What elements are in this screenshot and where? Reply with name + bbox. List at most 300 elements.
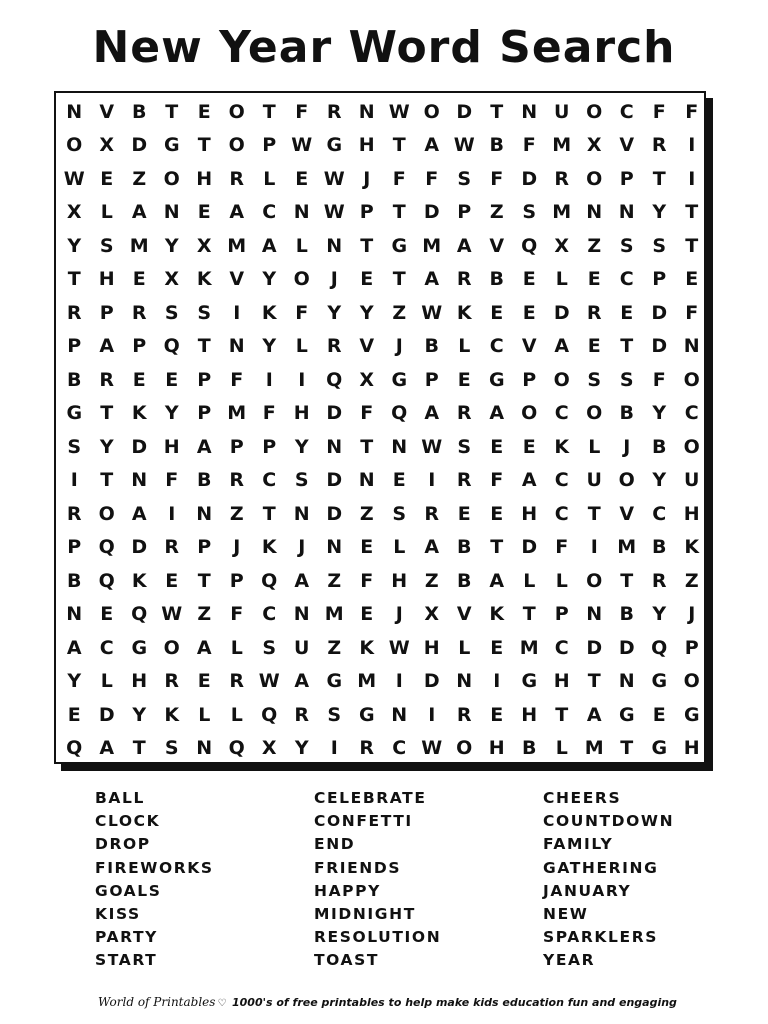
grid-cell: P (554, 603, 569, 626)
grid-cell: Y (67, 234, 82, 257)
grid-cell: O (586, 100, 603, 123)
grid-cell: E (522, 435, 536, 458)
grid-cell: E (652, 703, 666, 726)
grid-cell: T (360, 435, 374, 458)
grid-cell: T (555, 703, 569, 726)
word-list-column-2 (314, 787, 441, 973)
grid-cell: Z (424, 569, 439, 592)
footer (0, 990, 768, 1020)
grid-cell: Q (326, 368, 343, 391)
grid-cell: B (489, 268, 504, 291)
grid-cell: U (684, 469, 700, 492)
grid-cell: N (391, 703, 408, 726)
grid-cell: Q (98, 569, 115, 592)
grid-cell: O (163, 167, 180, 190)
grid-cell: N (391, 435, 408, 458)
grid-cell: T (197, 134, 211, 157)
grid-cell: P (457, 201, 472, 224)
grid-cell: E (360, 536, 374, 559)
grid-cell: O (683, 435, 700, 458)
grid-cell: L (393, 536, 406, 559)
grid-cell: T (652, 167, 666, 190)
grid-cell: K (164, 703, 180, 726)
grid-cell: Y (294, 435, 309, 458)
grid-cell: J (330, 268, 338, 291)
grid-cell: U (294, 636, 310, 659)
grid-cell: T (262, 100, 276, 123)
grid-cell: S (164, 301, 179, 324)
grid-cell: B (619, 402, 634, 425)
grid-cell: R (294, 703, 310, 726)
grid-cell: N (293, 603, 310, 626)
grid-cell: R (229, 469, 245, 492)
word-list-item: GATHERING (543, 858, 659, 877)
grid-cell: J (688, 603, 696, 626)
grid-cell: L (555, 737, 568, 760)
grid-cell: I (298, 368, 306, 391)
grid-cell: D (521, 167, 538, 190)
grid-cell: R (651, 569, 667, 592)
grid-cell: N (358, 100, 375, 123)
grid-cell: K (684, 536, 700, 559)
grid-cell: J (233, 536, 241, 559)
grid-cell: Y (294, 737, 309, 760)
word-list-item: END (314, 835, 356, 854)
grid-cell: M (324, 603, 344, 626)
grid-cell: T (685, 234, 699, 257)
grid-cell: S (619, 368, 634, 391)
grid-cell: R (651, 134, 667, 157)
grid-cell: J (395, 335, 403, 358)
grid-cell: E (295, 167, 309, 190)
grid-cell: A (489, 569, 505, 592)
grid-cell: M (519, 636, 539, 659)
grid-cell: G (326, 134, 343, 157)
grid-cell: Y (652, 603, 667, 626)
grid-cell: E (490, 636, 504, 659)
grid-cell: H (521, 502, 538, 525)
grid-cell: O (618, 469, 635, 492)
grid-cell: V (456, 603, 472, 626)
grid-cell: N (326, 435, 343, 458)
grid-cell: S (587, 368, 602, 391)
grid-cell: C (652, 502, 667, 525)
grid-cell: F (262, 402, 276, 425)
grid-cell: I (233, 301, 241, 324)
grid-cell: O (293, 268, 310, 291)
grid-cell: K (359, 636, 375, 659)
grid-cell: M (129, 234, 149, 257)
grid-cell: W (388, 636, 410, 659)
grid-cell: B (197, 469, 212, 492)
grid-cell: C (554, 402, 569, 425)
brand-logo (98, 995, 226, 1009)
grid-cell: C (262, 469, 277, 492)
grid-cell: W (323, 167, 345, 190)
grid-cell: W (161, 603, 183, 626)
grid-cell: D (553, 301, 570, 324)
word-list-item: DROP (95, 835, 151, 854)
grid-cell: S (197, 301, 212, 324)
grid-cell: K (489, 603, 505, 626)
page-title: New Year Word Search (92, 22, 676, 73)
grid-cell: Y (652, 469, 667, 492)
grid-cell: G (358, 703, 375, 726)
grid-cell: J (623, 435, 631, 458)
grid-cell: O (98, 502, 115, 525)
grid-cell: T (392, 268, 406, 291)
grid-cell: C (554, 469, 569, 492)
grid-cell: L (198, 703, 211, 726)
grid-cell: S (327, 703, 342, 726)
word-search-grid (54, 91, 706, 764)
grid-cell: E (197, 201, 211, 224)
grid-cell: W (453, 134, 475, 157)
grid-cell: X (554, 234, 570, 257)
grid-cell: N (521, 100, 538, 123)
grid-cell: W (63, 167, 85, 190)
grid-cell: M (552, 201, 572, 224)
grid-cell: H (293, 402, 310, 425)
grid-cell: X (586, 134, 602, 157)
word-list-item: GOALS (95, 881, 162, 900)
grid-cell: P (619, 167, 634, 190)
grid-cell: N (358, 469, 375, 492)
grid-cell: E (490, 435, 504, 458)
grid-cell: D (131, 134, 148, 157)
grid-cell: Y (652, 201, 667, 224)
grid-cell: B (457, 569, 472, 592)
grid-cell: R (456, 703, 472, 726)
grid-cell: X (196, 234, 212, 257)
grid-cell: E (392, 469, 406, 492)
grid-cell: N (326, 536, 343, 559)
grid-cell: L (100, 670, 113, 693)
grid-cell: E (587, 268, 601, 291)
grid-cell: X (424, 603, 440, 626)
grid-cell: Y (359, 301, 374, 324)
grid-cell: I (688, 134, 696, 157)
grid-cell: D (651, 301, 668, 324)
grid-cell: Y (67, 670, 82, 693)
brand-logo-text: World of Printables (98, 995, 216, 1009)
grid-cell: J (298, 536, 306, 559)
grid-cell: Z (392, 301, 407, 324)
grid-cell: N (196, 737, 213, 760)
grid-cell: P (67, 536, 82, 559)
grid-cell: A (196, 435, 212, 458)
grid-cell: T (197, 335, 211, 358)
grid-cell: T (620, 737, 634, 760)
word-list-item: CELEBRATE (314, 789, 427, 807)
grid-cell: R (456, 402, 472, 425)
grid-cell: O (521, 402, 538, 425)
grid-cell: E (360, 603, 374, 626)
grid-cell: R (359, 737, 375, 760)
grid-cell: N (683, 335, 700, 358)
grid-cell: Q (261, 569, 278, 592)
grid-cell: V (359, 335, 375, 358)
grid-cell: N (326, 234, 343, 257)
grid-cell: E (522, 268, 536, 291)
grid-cell: G (131, 636, 148, 659)
grid-cell: F (522, 134, 536, 157)
grid-cell: E (100, 167, 114, 190)
grid-cell: C (262, 201, 277, 224)
grid-cell: G (651, 737, 668, 760)
grid-cell: J (363, 167, 371, 190)
grid-cell: F (652, 100, 666, 123)
word-list-item: MIDNIGHT (314, 905, 416, 924)
grid-cell: M (422, 234, 442, 257)
grid-cell: D (586, 636, 603, 659)
grid-cell: H (553, 670, 570, 693)
grid-cell: A (456, 234, 472, 257)
grid-cell: N (456, 670, 473, 693)
grid-cell: O (586, 167, 603, 190)
grid-cell: E (360, 268, 374, 291)
grid-cell: C (554, 636, 569, 659)
grid-cell: A (261, 234, 277, 257)
grid-cell: B (67, 368, 82, 391)
grid-cell: R (326, 100, 342, 123)
grid-cell: D (131, 435, 148, 458)
grid-cell: E (490, 301, 504, 324)
grid-cell: J (395, 603, 403, 626)
word-list-item: TOAST (314, 951, 380, 970)
grid-cell: G (391, 234, 408, 257)
grid-cell: A (131, 201, 147, 224)
grid-cell: T (490, 100, 504, 123)
word-list-item: FAMILY (543, 835, 614, 854)
grid-cell: L (523, 569, 536, 592)
grid-cell: H (98, 268, 115, 291)
grid-cell: E (197, 100, 211, 123)
grid-cell: Z (359, 502, 374, 525)
grid-cell: D (423, 670, 440, 693)
grid-cell: Z (197, 603, 212, 626)
grid-cell: K (261, 301, 277, 324)
grid-cell: P (132, 335, 147, 358)
grid-cell: N (618, 670, 635, 693)
grid-cell: A (229, 201, 245, 224)
word-list-item: FRIENDS (314, 858, 402, 877)
grid-cell: T (392, 134, 406, 157)
grid-cell: G (683, 703, 700, 726)
grid-cell: E (685, 268, 699, 291)
word-list-item: CHEERS (543, 789, 622, 807)
grid-cell: O (553, 368, 570, 391)
grid-cell: A (424, 402, 440, 425)
grid-cell: M (584, 737, 604, 760)
grid-cell: D (326, 502, 343, 525)
grid-cell: L (230, 703, 243, 726)
grid-cell: D (131, 536, 148, 559)
grid-cell: Q (391, 402, 408, 425)
grid-cell: I (493, 670, 501, 693)
grid-cell: Q (228, 737, 245, 760)
grid-cell: G (326, 670, 343, 693)
grid-cell: H (683, 502, 700, 525)
grid-cell: N (196, 502, 213, 525)
word-list-column-1 (95, 787, 214, 973)
grid-cell: T (67, 268, 81, 291)
grid-cell: P (522, 368, 537, 391)
word-list-item: YEAR (543, 951, 596, 970)
grid-cell: R (456, 469, 472, 492)
grid-cell: V (521, 335, 537, 358)
grid-cell: T (392, 201, 406, 224)
grid-cell: N (131, 469, 148, 492)
grid-cell: T (165, 100, 179, 123)
grid-cell: T (100, 469, 114, 492)
grid-cell: F (425, 167, 439, 190)
grid-cell: G (521, 670, 538, 693)
grid-cell: O (66, 134, 83, 157)
word-list-item: COUNTDOWN (543, 812, 675, 831)
grid-cell: F (230, 603, 244, 626)
grid-cell: A (294, 569, 310, 592)
grid-cell: E (165, 569, 179, 592)
grid-cell: O (228, 134, 245, 157)
grid-cell: K (131, 569, 147, 592)
grid-cell: S (67, 435, 82, 458)
grid-cell: A (489, 402, 505, 425)
grid-cell: K (196, 268, 212, 291)
grid-cell: M (227, 402, 247, 425)
grid-cell: C (684, 402, 699, 425)
grid-cell: Y (327, 301, 342, 324)
grid-cell: A (554, 335, 570, 358)
grid-cell: C (489, 335, 504, 358)
grid-cell: M (227, 234, 247, 257)
grid-cell: F (490, 469, 504, 492)
grid-cell: E (165, 368, 179, 391)
grid-cell: L (588, 435, 601, 458)
grid-cell: S (392, 502, 407, 525)
grid-cell: M (552, 134, 572, 157)
grid-cell: R (66, 502, 82, 525)
grid-cell: W (421, 301, 443, 324)
grid-cell: I (428, 469, 436, 492)
grid-cell: Z (132, 167, 147, 190)
grid-cell: C (99, 636, 114, 659)
grid-cell: I (688, 167, 696, 190)
grid-cell: N (293, 502, 310, 525)
word-list-item: CONFETTI (314, 812, 413, 831)
grid-cell: P (229, 569, 244, 592)
grid-cell: Y (262, 268, 277, 291)
grid-cell: R (326, 335, 342, 358)
grid-cell: H (163, 435, 180, 458)
grid-cell: P (424, 368, 439, 391)
grid-cell: T (490, 536, 504, 559)
word-list-item: KISS (95, 905, 141, 924)
grid-cell: D (326, 469, 343, 492)
grid-cell: P (262, 134, 277, 157)
grid-cell: Q (651, 636, 668, 659)
grid-cell: B (619, 603, 634, 626)
grid-cell: G (391, 368, 408, 391)
grid-cell: A (66, 636, 82, 659)
grid-cell: A (586, 703, 602, 726)
grid-cell: R (229, 167, 245, 190)
grid-cell: E (132, 368, 146, 391)
grid-cell: P (99, 301, 114, 324)
word-list-item: PARTY (95, 928, 158, 947)
grid-cell: R (164, 670, 180, 693)
grid-cell: I (70, 469, 78, 492)
grid-cell: B (652, 435, 667, 458)
word-list-item: SPARKLERS (543, 928, 659, 947)
grid-cell: W (258, 670, 280, 693)
grid-cell: T (587, 502, 601, 525)
grid-cell: V (99, 100, 115, 123)
grid-cell: X (261, 737, 277, 760)
grid-cell: G (66, 402, 83, 425)
grid-cell: N (66, 100, 83, 123)
grid-cell: T (587, 670, 601, 693)
grid-cell: W (388, 100, 410, 123)
grid-cell: O (586, 402, 603, 425)
grid-cell: T (620, 569, 634, 592)
grid-cell: S (457, 167, 472, 190)
grid-cell: T (360, 234, 374, 257)
grid-cell: L (555, 569, 568, 592)
grid-cell: M (357, 670, 377, 693)
grid-cell: S (457, 435, 472, 458)
grid-cell: G (488, 368, 505, 391)
grid-cell: E (522, 301, 536, 324)
grid-cell: S (652, 234, 667, 257)
grid-cell: F (555, 536, 569, 559)
grid-cell: A (196, 636, 212, 659)
grid-cell: A (99, 335, 115, 358)
word-list-column-3 (543, 787, 674, 973)
grid-cell: N (163, 201, 180, 224)
grid-cell: R (456, 268, 472, 291)
grid-cell: A (424, 134, 440, 157)
grid-cell: Y (132, 703, 147, 726)
grid-cell: K (261, 536, 277, 559)
grid-cell: F (652, 368, 666, 391)
grid-cell: B (489, 134, 504, 157)
grid-cell: O (228, 100, 245, 123)
grid-cell: W (323, 201, 345, 224)
grid-cell: T (132, 737, 146, 760)
grid-cell: V (619, 502, 635, 525)
grid-cell: D (618, 636, 635, 659)
word-list-item: JANUARY (543, 881, 632, 900)
grid-cell: V (619, 134, 635, 157)
word-list-item: FIREWORKS (95, 858, 214, 877)
grid-cell: Z (327, 636, 342, 659)
grid-cell: E (100, 603, 114, 626)
grid-cell: E (197, 670, 211, 693)
grid-cell: R (229, 670, 245, 693)
grid-cell: P (197, 368, 212, 391)
grid-cell: S (619, 234, 634, 257)
grid-cell: S (522, 201, 537, 224)
grid-cell: B (522, 737, 537, 760)
grid-cell: E (457, 502, 471, 525)
grid-cell: L (263, 167, 276, 190)
grid-cell: L (100, 201, 113, 224)
grid-cell: X (359, 368, 375, 391)
grid-cell: Y (164, 234, 179, 257)
grid-cell: L (295, 335, 308, 358)
grid-cell: T (522, 603, 536, 626)
